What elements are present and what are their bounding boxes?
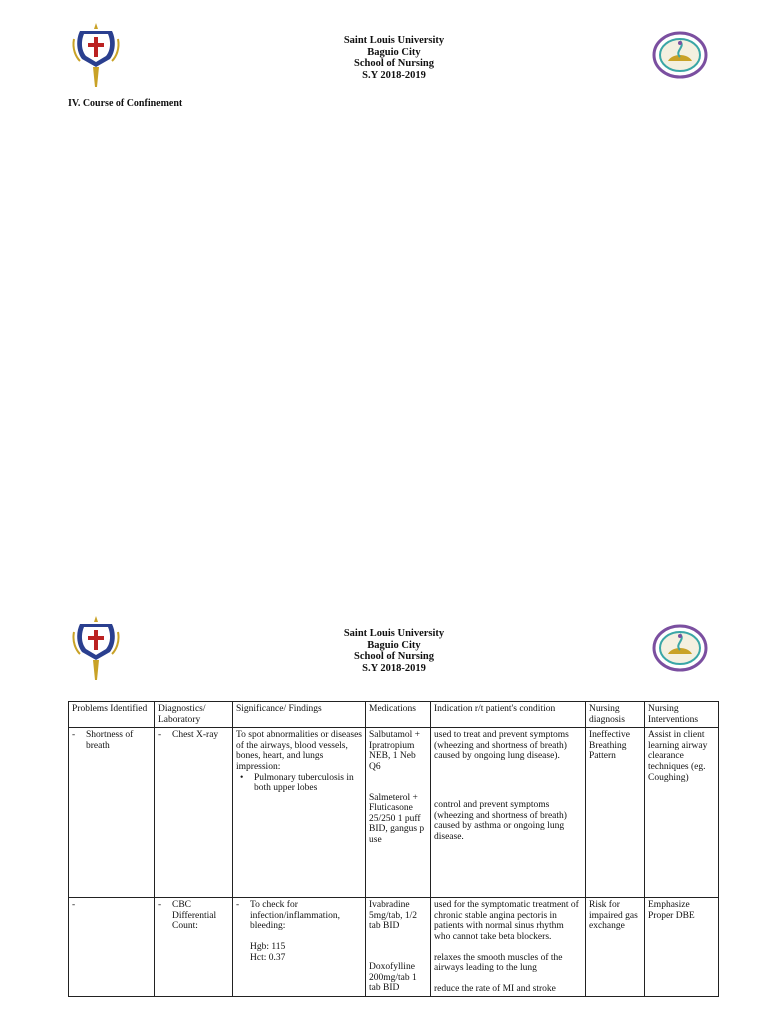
finding-text: Pulmonary tuberculosis in both upper lobes	[254, 772, 354, 794]
school-name: School of Nursing	[354, 58, 434, 69]
city-name: Baguio City	[367, 639, 421, 651]
intervention-cell: Emphasize Proper DBE	[645, 898, 719, 997]
significance-cell: - To check for infection/inflammation, bleeding: Hgb: 115 Hct: 0.37	[233, 898, 366, 997]
university-name: Saint Louis University	[343, 35, 445, 46]
indication-cell	[431, 898, 586, 997]
hgb-value: Hgb: 115	[250, 941, 286, 952]
school-name: School of Nursing	[354, 651, 434, 662]
indication-2: relaxes the smooth muscles of the airways leading to the lung	[434, 952, 563, 974]
intervention-cell: Assist in client learning airway clearance techniques (eg. Coughing)	[645, 728, 719, 898]
problem-cell: - Shortness of breath	[69, 728, 155, 898]
slu-shield-logo	[70, 614, 122, 682]
nursing-seal-logo	[652, 31, 708, 79]
medications-cell	[366, 898, 431, 997]
problem-text: Shortness of breath	[86, 730, 134, 751]
medication-1: Ivabradine 5mg/tab, 1/2 tab BID	[369, 900, 418, 932]
diagnostic-cell: - CBC Differential Count:	[155, 898, 233, 997]
medications-cell	[366, 728, 431, 898]
table-header-row	[69, 702, 719, 728]
significance-text: To check for infection/inflammation, bleeding:	[250, 900, 340, 932]
header-text-block	[284, 628, 504, 674]
header-cell: Nursing diagnosis	[586, 702, 645, 728]
header-cell: Problems Identified	[69, 702, 155, 728]
school-year: S.Y 2018-2019	[362, 662, 426, 674]
table-row	[69, 898, 719, 997]
header-cell: Indication r/t patient's condition	[431, 702, 586, 728]
header-cell: Medications	[366, 702, 431, 728]
significance-cell: To spot abnormalities or diseases of the airways, blood vessels, bones, heart, and lungs impression: • Pulmonary tuberculosis in both upper lobes	[233, 728, 366, 898]
header-cell: Significance/ Findings	[233, 702, 366, 728]
indication-1: used to treat and prevent symptoms (wheezing and shortness of breath) caused by ongoing lung disease).	[434, 730, 569, 762]
diagnostic-text: CBC Differential Count:	[172, 900, 217, 932]
problem-cell: -	[69, 898, 155, 997]
diagnosis-cell: Risk for impaired gas exchange	[586, 898, 645, 997]
medication-2: Doxofylline 200mg/tab 1 tab BID	[369, 961, 417, 994]
table-row	[69, 728, 719, 898]
diagnosis-cell: Ineffective Breathing Pattern	[586, 728, 645, 898]
indication-cell	[431, 728, 586, 898]
significance-text: To spot abnormalities or diseases of the airways, blood vessels, bones, heart, and lungs impression:	[236, 730, 362, 772]
indication-2: control and prevent symptoms (wheezing and shortness of breath) caused by asthma or ongoing lung disease.	[434, 799, 567, 842]
medication-2: Salmeterol + Fluticasone 25/250 1 puff BID, gangus p use	[369, 792, 425, 845]
hct-value: Hct: 0.37	[250, 952, 286, 963]
school-year: S.Y 2018-2019	[362, 69, 426, 81]
city-name: Baguio City	[367, 46, 421, 58]
university-name: Saint Louis University	[343, 628, 445, 639]
nursing-seal-logo	[652, 624, 708, 672]
medication-1: Salbutamol + Ipratropium NEB, 1 Neb Q6	[369, 730, 421, 772]
slu-shield-logo	[70, 21, 122, 89]
header-text-block	[284, 35, 504, 81]
diagnostic-cell: - Chest X-ray	[155, 728, 233, 898]
header-cell: Diagnostics/ Laboratory	[155, 702, 233, 728]
section-title: IV. Course of Confinement	[68, 98, 183, 109]
header-cell: Nursing Interventions	[645, 702, 719, 728]
indication-3: reduce the rate of MI and stroke	[434, 983, 556, 994]
nursing-care-table	[68, 701, 719, 997]
indication-1: used for the symptomatic treatment of chronic stable angina pectoris in patients with normal sinus rhythm who cannot take beta blockers.	[434, 900, 579, 942]
diagnostic-text: Chest X-ray	[172, 730, 219, 741]
